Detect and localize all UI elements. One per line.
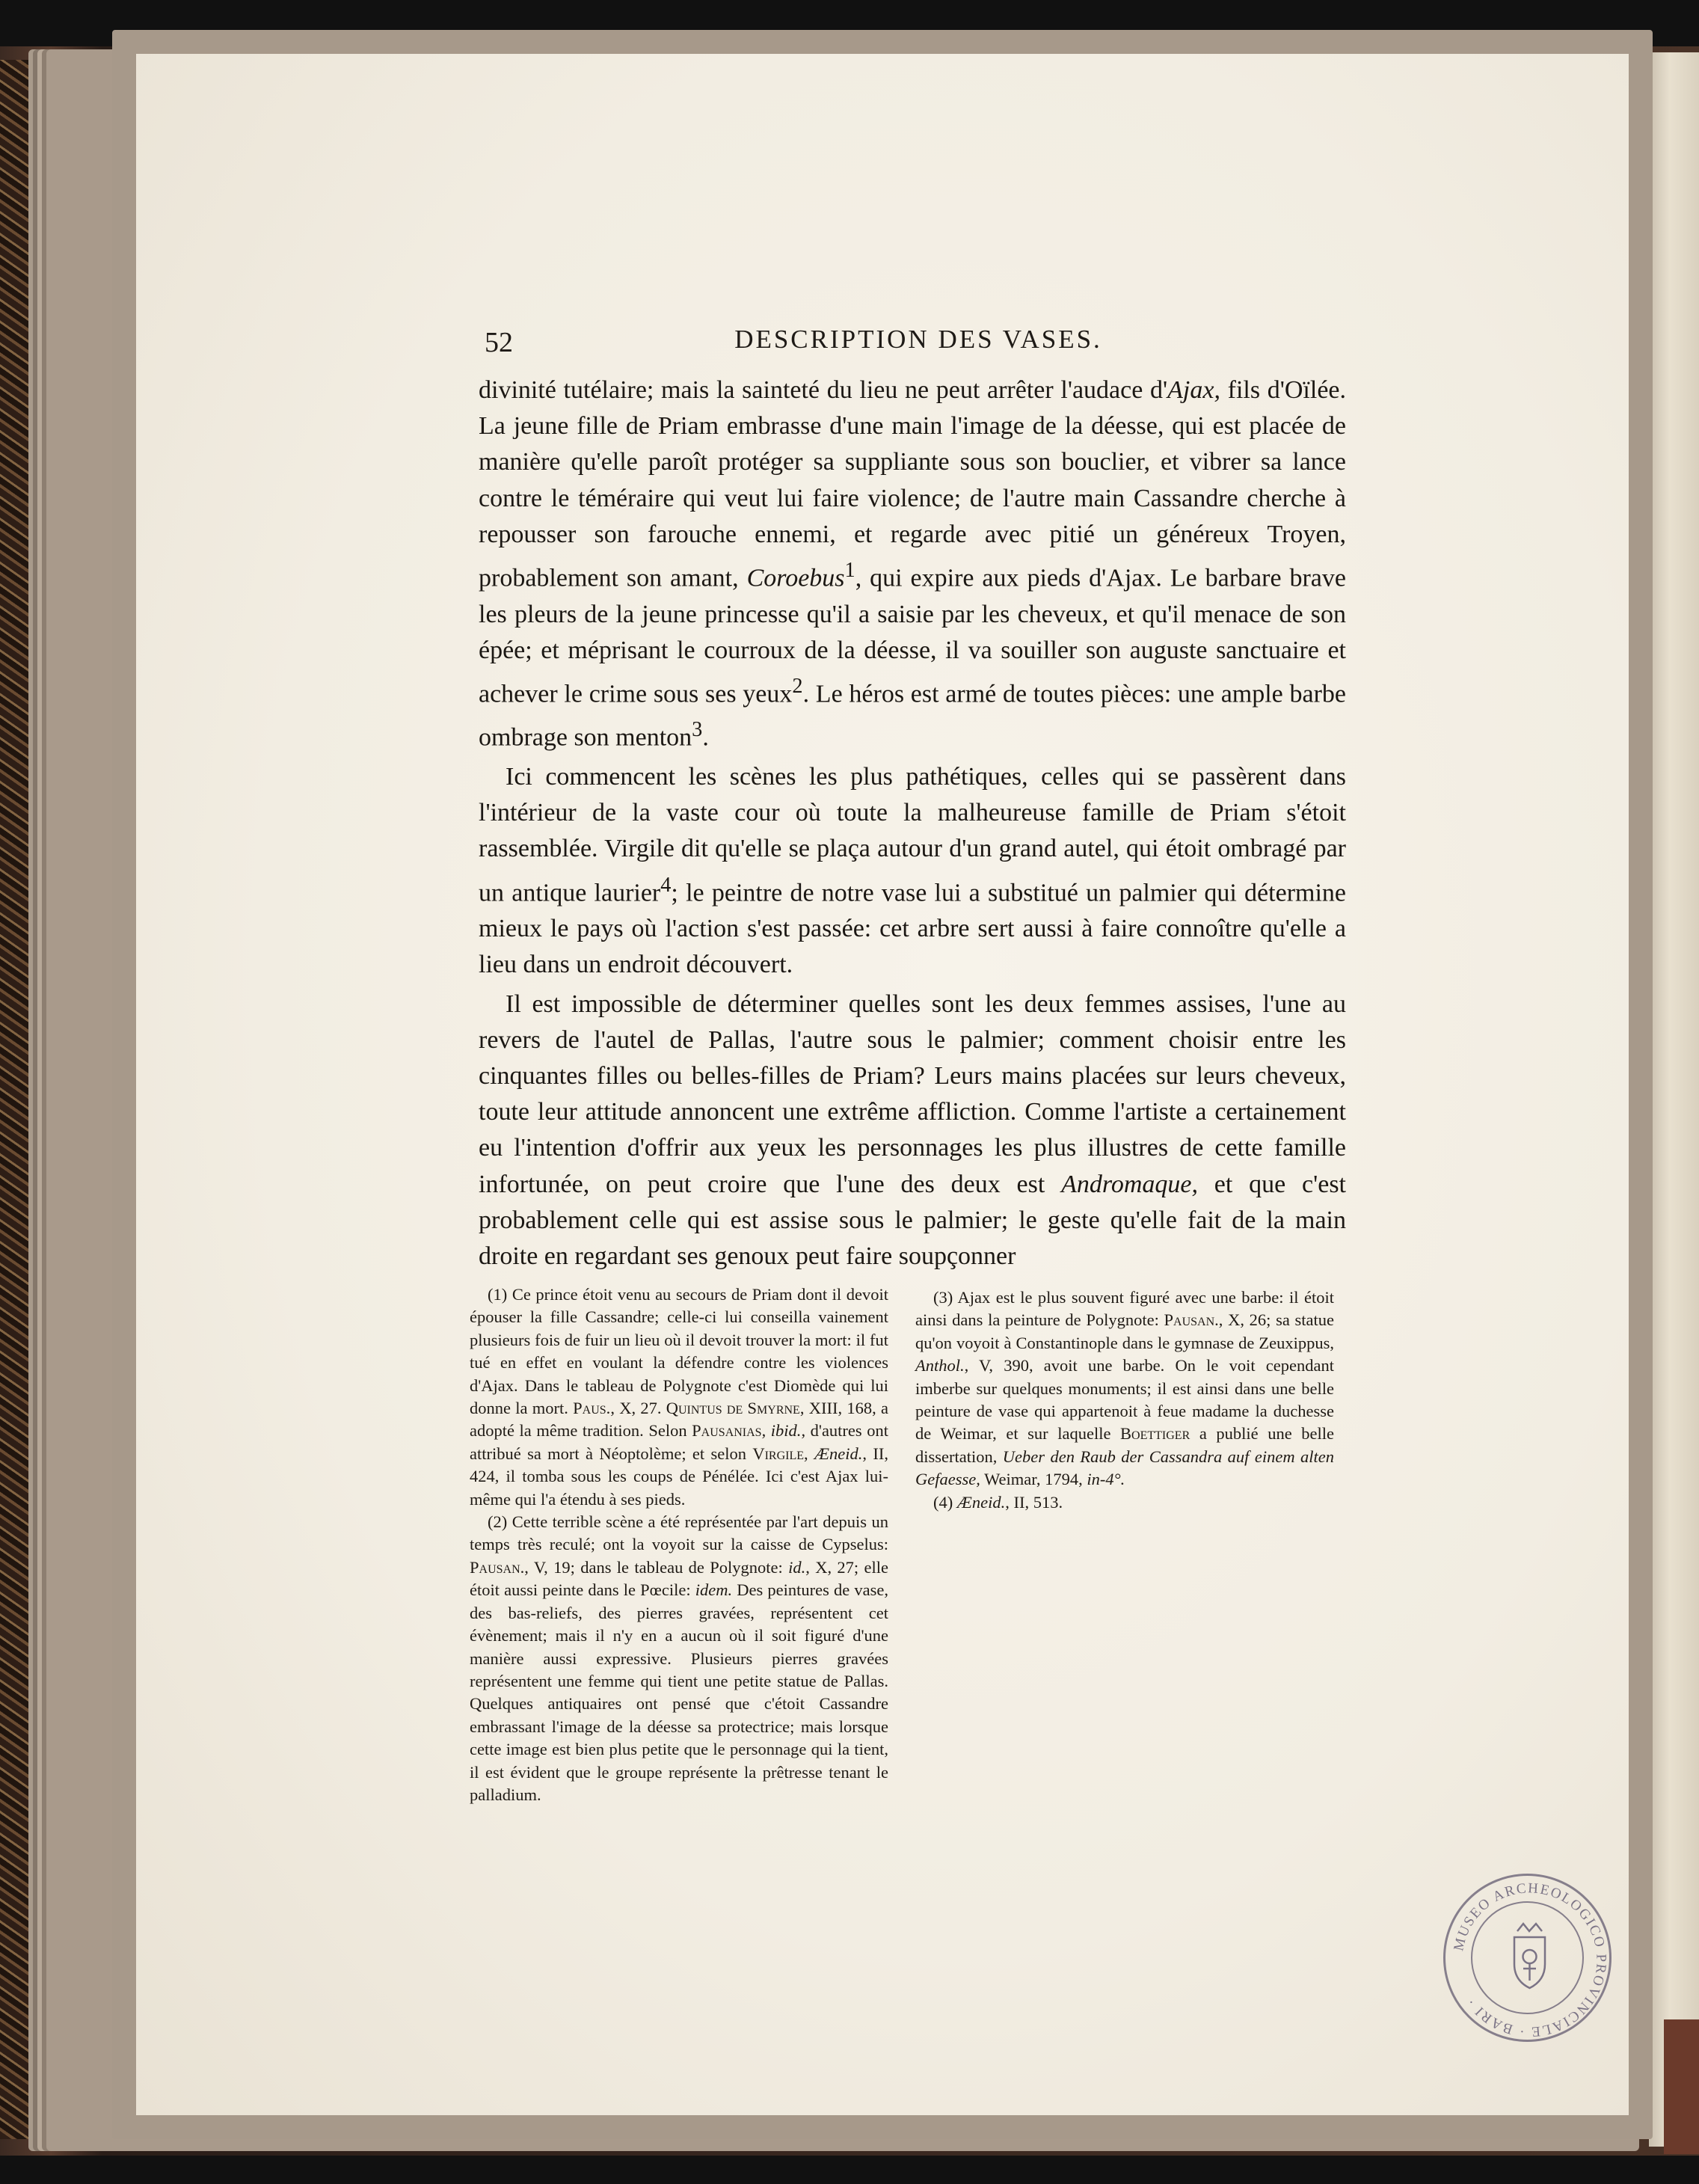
footnote-ref: 2 <box>792 674 803 698</box>
cover-corner <box>1664 2019 1699 2154</box>
coat-of-arms-icon <box>1514 1924 1545 1988</box>
paragraph-2 <box>479 759 1346 984</box>
name-ajax: Ajax, <box>1167 376 1220 404</box>
text-run: et que c'est probablement celle qui est assise sous le palmier; le geste qu'elle fait de la main droite en regardant ses genoux peut faire soupçonner <box>479 1170 1346 1270</box>
stamp-graphic <box>1445 1876 1614 2044</box>
text-run: fils d'Oïlée. La jeune fille de Priam embrasse d'une main l'image de la déesse, qui est placée de manière qu'elle paroît protéger sa suppliante sous son bouclier, et vibrer sa lance contre le téméraire qui veut lui faire violence; de l'autre main Cassandre cherche à repousser son farouche ennemi, et regarde avec pitié un généreux Troyen, probablement son amant, <box>479 376 1347 592</box>
paragraph-1 <box>479 372 1346 756</box>
footnote-ref: 3 <box>692 718 703 742</box>
text-run: . Le héros est armé de toutes pièces: une ample barbe ombrage son menton <box>479 680 1347 752</box>
paragraph-3 <box>479 987 1346 1275</box>
text-run: Il est impossible de déterminer quelles sont les deux femmes assises, l'une au revers de l'autel de Pallas, l'autre sous le palmier; comment choisir entre les cinquantes filles ou belles-filles de Priam? Leurs mains placées sur leurs cheveux, toute leur attitude annoncent une extrême affliction. Comme l'artiste a certainement eu l'intention d'offrir aux yeux les personnages les plus illustres de cette famille infortunée, on peut croire que l'une des deux est <box>479 990 1346 1198</box>
text-run: (1) Ce prince étoit venu au secours de Priam dont il devoit épouser la fille Cassandre; celle-ci lui conseilla vainement plusieurs fois de fuir un lieu où il devoit trouver la mort: il fut tué en effet en voulant la défendre contre les violences d'Ajax. Dans le tableau de Polygnote c'est Diomède qui lui donne la mort. <box>470 1285 888 1418</box>
marbled-endpaper <box>0 60 52 2139</box>
citation: Pausanias <box>692 1421 762 1441</box>
text-run: , <box>804 1444 815 1463</box>
page-header <box>485 322 1352 359</box>
citation: Quintus de Smyrne <box>666 1399 800 1418</box>
page-number: 52 <box>485 327 513 358</box>
name-coroebus: Coroebus <box>746 564 845 592</box>
citation: ibid. <box>770 1421 802 1441</box>
text-run: (2) Cette terrible scène a été représentée par l'art depuis un temps très reculé; ont la voyoit sur la caisse de Cypselus: <box>470 1512 888 1554</box>
citation: id. <box>788 1557 806 1577</box>
text-run: , XIII, 168, a adopté la même tradition. Selon <box>470 1399 888 1441</box>
text-run: , X, 27. <box>610 1399 666 1418</box>
text-run: , V, 19; dans le tableau de Polygnote: <box>524 1557 789 1577</box>
text-run: divinité tutélaire; mais la sainteté du lieu ne peut arrêter l'audace d' <box>479 376 1168 404</box>
text-run: ; le peintre de notre vase lui a substitué un palmier qui détermine mieux le pays où l'action s'est passée: cet arbre sert aussi à faire connoître qu'elle a lieu dans un endroit découvert. <box>479 878 1346 979</box>
citation: in-4°. <box>1087 1470 1125 1489</box>
running-title: DESCRIPTION DES VASES. <box>734 325 1102 354</box>
footnote-4 <box>915 1491 1334 1514</box>
citation: Pausan. <box>470 1557 525 1577</box>
citation: Æneid. <box>814 1444 863 1463</box>
text-run: , qui expire aux pieds d'Ajax. Le barbare brave les pleurs de la jeune princesse qu'il a saisie par les cheveux, et qu'il menace de son épée; et méprisant le courroux de la déesse, il va souiller son auguste sanctuaire et achever le crime sous ses yeux <box>479 564 1346 708</box>
footnotes-column-right <box>915 1286 1334 1514</box>
name-andromaque: Andromaque, <box>1061 1170 1198 1198</box>
citation: idem. <box>695 1580 733 1600</box>
text-run: , d'autres ont attribué sa mort à Néoptolème; et selon <box>470 1421 888 1463</box>
text-run: , <box>761 1421 771 1441</box>
text-run: , X, 27; elle étoit aussi peinte dans le Pœcile: <box>470 1557 888 1600</box>
text-run: Des peintures de vase, des bas-reliefs, des pierres gravées, représentent cet évènement; mais il n'y en a aucun où il soit figuré d'une manière aussi expressive. Plusieurs pierres gravées représentent une femme qui tient une petite statue de Pallas. Quelques antiquaires ont pensé que c'étoit Cassandre embrassant l'image de la déesse sa protectrice; mais lorsque cette image est bien plus petite que le personnage qui la tient, il est évident que le groupe représente la prêtresse tenant le palladium. <box>470 1580 888 1804</box>
citation: Pausan. <box>1164 1310 1219 1330</box>
text-run: a publié une belle dissertation, <box>915 1424 1334 1466</box>
text-run: , II, 513. <box>1005 1492 1063 1512</box>
footnote-ref: 4 <box>660 873 672 897</box>
footnotes-column-left <box>470 1283 888 1806</box>
footnote-2 <box>470 1511 888 1806</box>
text-run: (3) Ajax est le plus souvent figuré avec une barbe: il étoit ainsi dans la peinture de Polygnote: <box>915 1288 1334 1330</box>
footnote-ref: 1 <box>844 559 855 583</box>
text-run: . <box>702 723 709 752</box>
facing-page-edge <box>1649 52 1699 2147</box>
citation: Paus. <box>573 1399 611 1418</box>
citation: Ueber den Raub der Cassandra auf einem alten Gefaesse, <box>915 1447 1334 1489</box>
footnote-1 <box>470 1283 888 1511</box>
text-run: Ici commencent les scènes les plus pathétiques, celles qui se passèrent dans l'intérieur de la vaste cour où toute la malheureuse famille de Priam s'étoit rassemblée. Virgile dit qu'elle se plaça autour d'un grand autel, qui étoit ombragé par un antique laurier <box>479 763 1346 907</box>
text-run: (4) <box>933 1492 957 1512</box>
museum-stamp <box>1443 1874 1612 2042</box>
citation: Æneid. <box>956 1492 1006 1512</box>
citation: Boettiger <box>1120 1424 1190 1444</box>
text-run: , V, 390, avoit une barbe. On le voit cependant imberbe sur quelques monuments; il est ainsi dans une belle peinture de vase qui appartenoit à feue madame la duchesse de Weimar, et sur laquelle <box>915 1356 1334 1444</box>
citation: Anthol. <box>915 1356 965 1375</box>
svg-text:MUSEO ARCHEOLOGICO PROVINCIALE <box>1451 1880 1609 2039</box>
footnote-3 <box>915 1286 1334 1491</box>
stamp-text: MUSEO ARCHEOLOGICO PROVINCIALE · BARI · <box>1451 1880 1609 2040</box>
citation: Virgile <box>752 1444 805 1463</box>
text-run: , X, 26; sa statue qu'on voyoit à Constantinople dans le gymnase de Zeuxippus, <box>915 1310 1334 1352</box>
body-text <box>479 372 1346 1274</box>
text-run: , II, 424, il tomba sous les coups de Pénélée. Ici c'est Ajax lui-même qui l'a étendu à ses pieds. <box>470 1444 888 1509</box>
text-run: Weimar, 1794, <box>980 1470 1087 1489</box>
